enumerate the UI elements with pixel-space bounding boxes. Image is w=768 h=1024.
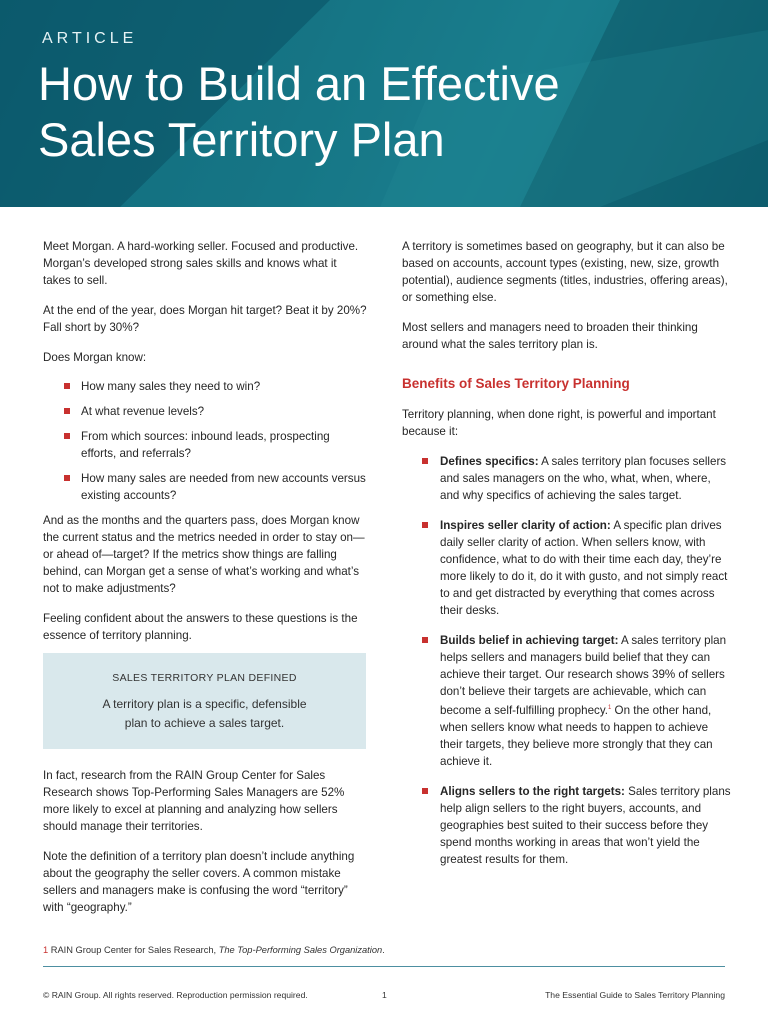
bullet-square-icon bbox=[64, 408, 70, 414]
bullet-square-icon bbox=[422, 637, 428, 643]
paragraph: A territory is sometimes based on geography, but it can also be based on accounts, account types (existing, new, size, growth potential), audience segments (titles, industries, offering areas), or something else. bbox=[402, 240, 728, 304]
bullet-square-icon bbox=[422, 788, 428, 794]
page-number: 1 bbox=[382, 990, 387, 1000]
benefit-label: Builds belief in achieving target: bbox=[440, 634, 619, 647]
paragraph: Meet Morgan. A hard-working seller. Focused and productive. Morgan’s developed strong sales skills and knows what it takes to sell. bbox=[43, 240, 359, 287]
paragraph: Most sellers and managers need to broaden their thinking around what the sales territory plan is. bbox=[402, 321, 698, 351]
bullet-square-icon bbox=[64, 433, 70, 439]
article-header-banner bbox=[0, 0, 768, 207]
benefit-label: Defines specifics: bbox=[440, 455, 539, 468]
bullet-square-icon bbox=[422, 522, 428, 528]
article-title bbox=[38, 56, 738, 168]
footnote-end: . bbox=[382, 945, 385, 955]
benefit-label: Aligns sellers to the right targets: bbox=[440, 784, 625, 798]
footnote-text: RAIN Group Center for Sales Research, bbox=[50, 945, 219, 955]
callout-title: SALES TERRITORY PLAN DEFINED bbox=[112, 672, 297, 684]
callout-body: A territory plan is a specific, defensible plan to achieve a sales target. bbox=[102, 697, 307, 730]
benefits-list bbox=[402, 453, 732, 868]
article-kicker: ARTICLE bbox=[42, 30, 138, 47]
bullet-square-icon bbox=[64, 475, 70, 481]
list-item bbox=[43, 378, 367, 395]
list-item bbox=[402, 453, 732, 504]
bullet-square-icon bbox=[64, 383, 70, 389]
paragraph: And as the months and the quarters pass, does Morgan know the current status and the metrics needed in order to stay on—or ahead of—target? If the metrics show things are falling behind, can Morgan get a sense of what’s working and what’s not to make adjustments? bbox=[43, 514, 365, 595]
title-line-1: How to Build an Effective bbox=[38, 57, 560, 110]
footnote-number: 1 bbox=[43, 945, 49, 955]
benefit-text: A sales territory plan focuses sellers and sales managers on the who, what, when, where, and why specifics of achieving the sales target. bbox=[440, 455, 727, 502]
benefit-label: Inspires seller clarity of action: bbox=[440, 519, 611, 532]
list-item bbox=[402, 632, 732, 770]
bullet-square-icon bbox=[422, 458, 428, 464]
footnote-reference[interactable]: 1 bbox=[607, 705, 612, 711]
benefit-text: A sales territory plan helps sellers and managers build belief that they can achieve their target. Our research shows 39% of sellers don’t believe their targets are achievable, which can become a self-fulfilling prophecy. bbox=[440, 634, 727, 717]
list-item bbox=[43, 403, 367, 420]
left-column bbox=[43, 238, 367, 644]
list-item-text: How many sales they need to win? bbox=[81, 380, 261, 393]
list-item-text: At what revenue levels? bbox=[81, 405, 205, 418]
paragraph: Note the definition of a territory plan doesn’t include anything about the geography the seller covers. A common mistake sellers and managers make is confusing the word “territory” with “geography.” bbox=[43, 850, 355, 914]
list-item bbox=[402, 517, 732, 619]
footer-guide-title: The Essential Guide to Sales Territory Planning bbox=[545, 990, 725, 1000]
title-line-2: Sales Territory Plan bbox=[38, 113, 445, 166]
list-item bbox=[402, 783, 732, 868]
paragraph: Feeling confident about the answers to these questions is the essence of territory planning. bbox=[43, 612, 358, 642]
benefit-text: A specific plan drives daily seller clarity of action. When sellers know, with confidence, what to do with their time each day, they’re more likely to do it, do it with gusto, and not simply react to and get distracted by everything that comes across their desks. bbox=[440, 519, 728, 617]
benefit-text: On the other hand, when sellers know what needs to happen to achieve their targets, they believe more strongly that they can achieve it. bbox=[440, 703, 713, 768]
list-item-text: From which sources: inbound leads, prospecting efforts, and referrals? bbox=[81, 430, 330, 460]
definition-callout bbox=[43, 653, 366, 749]
question-list bbox=[43, 378, 367, 504]
list-item-text: How many sales are needed from new accounts versus existing accounts? bbox=[81, 472, 366, 502]
list-item bbox=[43, 470, 367, 504]
paragraph: Does Morgan know: bbox=[43, 351, 147, 364]
right-column bbox=[402, 238, 732, 868]
list-item bbox=[43, 428, 367, 462]
left-column-lower bbox=[43, 767, 367, 916]
paragraph: Territory planning, when done right, is powerful and important because it: bbox=[402, 408, 716, 438]
paragraph: In fact, research from the RAIN Group Center for Sales Research shows Top-Performing Sales Managers are 52% more likely to excel at planning and analyzing how sellers should manage their territories. bbox=[43, 769, 345, 833]
benefit-text: Sales territory plans help align sellers to the right buyers, accounts, and geographies best suited to their success before they spend months working in areas that won’t yield the greatest results for them. bbox=[440, 784, 731, 866]
footnote bbox=[43, 945, 733, 955]
footnote-source-title: The Top-Performing Sales Organization bbox=[218, 945, 383, 955]
footer-divider bbox=[43, 966, 725, 967]
footer-copyright: © RAIN Group. All rights reserved. Reproduction permission required. bbox=[43, 990, 308, 1000]
section-heading: Benefits of Sales Territory Planning bbox=[402, 376, 630, 391]
paragraph: At the end of the year, does Morgan hit target? Beat it by 20%? Fall short by 30%? bbox=[43, 304, 367, 334]
